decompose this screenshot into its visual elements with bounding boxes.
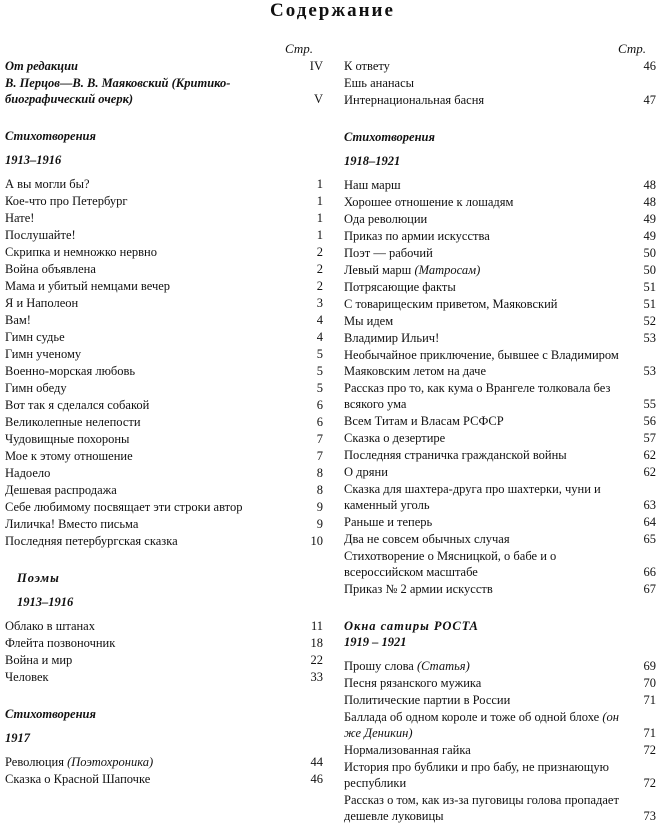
toc-entry-title: Я и Наполеон <box>5 296 79 310</box>
toc-entry-page: 46 <box>643 59 656 73</box>
toc-entry-page: 1 <box>316 194 323 208</box>
toc-entry-title: Поэт — рабочий <box>344 246 433 260</box>
page-column-label: Стр. <box>618 41 646 56</box>
toc-entry <box>5 771 327 787</box>
toc-entry <box>5 58 327 74</box>
toc-entry-title: Чудовищные похороны <box>5 432 130 446</box>
toc-entry <box>5 618 327 634</box>
toc-entry-page: 3 <box>316 296 323 310</box>
toc-entry-title: Наш марш <box>344 178 401 192</box>
toc-entry <box>5 261 327 277</box>
toc-entry-page: 53 <box>643 331 656 345</box>
toc-entry <box>5 533 327 549</box>
toc-entry-page: 18 <box>310 636 323 650</box>
toc-entry-page: 62 <box>643 448 656 462</box>
toc-entry-title: Последняя страничка гражданской войны <box>344 448 567 462</box>
toc-entry <box>344 531 660 547</box>
toc-entry <box>5 363 327 379</box>
toc-entry-page: 51 <box>643 280 656 294</box>
toc-entry <box>5 669 327 685</box>
toc-entry-title: К ответу <box>344 59 390 73</box>
toc-entry-title: Гимн ученому <box>5 347 82 361</box>
toc-entry-title: О дряни <box>344 465 388 479</box>
toc-entry-page: 66 <box>643 565 656 579</box>
toc-entry <box>344 262 660 278</box>
toc-entry-page: 57 <box>643 431 656 445</box>
toc-entry-title: А вы могли бы? <box>5 177 90 191</box>
toc-entry-page: 8 <box>316 483 323 497</box>
toc-entry <box>5 329 327 345</box>
toc-entry <box>344 742 660 758</box>
toc-entry-page: 72 <box>643 743 656 757</box>
toc-entry-page: 52 <box>643 314 656 328</box>
toc-entry <box>344 464 660 480</box>
toc-entry-title: Гимн обеду <box>5 381 67 395</box>
toc-entry <box>344 481 660 513</box>
toc-entry <box>5 414 327 430</box>
section-years: 1918–1921 <box>344 154 401 168</box>
toc-entry-page: 11 <box>310 619 323 633</box>
toc-entry <box>344 692 660 708</box>
toc-entry <box>5 652 327 668</box>
toc-entry <box>5 754 327 770</box>
toc-entry-title: Сказка о Красной Шапочке <box>5 772 151 786</box>
section-heading: Стихотворения <box>344 130 435 144</box>
toc-entry <box>5 499 327 515</box>
toc-entry-title: Стихотворение о Мясницкой, о бабе и о всероссийском масштабе <box>344 549 557 579</box>
toc-entry-title: Приказ № 2 армии искусств <box>344 582 493 596</box>
toc-entry-page: 8 <box>316 466 323 480</box>
toc-entry-page: 6 <box>316 398 323 412</box>
toc-entry <box>5 635 327 651</box>
toc-entry-page: 9 <box>316 517 323 531</box>
toc-entry-title: Надоело <box>5 466 51 480</box>
page-column-label: Стр. <box>285 41 313 56</box>
toc-entry-page: 63 <box>643 498 656 512</box>
toc-entry-title: Нормализованная гайка <box>344 743 471 757</box>
toc-entry-page: 67 <box>643 582 656 596</box>
toc-entry <box>5 176 327 192</box>
toc-entry <box>344 75 660 91</box>
toc-entry <box>5 397 327 413</box>
toc-entry <box>5 312 327 328</box>
toc-entry <box>5 516 327 532</box>
toc-entry <box>344 194 660 210</box>
toc-entry-title: Кое-что про Петербург <box>5 194 128 208</box>
toc-entry-title: Война и мир <box>5 653 73 667</box>
toc-entry-page: 64 <box>643 515 656 529</box>
toc-entry-title: Рассказ о том, как из-за пуговицы голова пропадает дешевле луковицы <box>344 793 619 823</box>
toc-entry-page: 4 <box>316 313 323 327</box>
toc-entry <box>5 193 327 209</box>
toc-entry-title: Флейта позвоночник <box>5 636 116 650</box>
toc-entry <box>5 210 327 226</box>
toc-entry <box>344 313 660 329</box>
section-heading: Окна сатиры РОСТА <box>344 619 479 633</box>
toc-entry-title: Всем Титам и Власам РСФСР <box>344 414 504 428</box>
toc-entry-title: Послушайте! <box>5 228 76 242</box>
toc-entry <box>344 548 660 580</box>
section-years: 1913–1916 <box>17 595 74 609</box>
toc-entry-subtitle: (Поэтохроника) <box>67 755 154 769</box>
toc-entry-subtitle: (Матросам) <box>414 263 481 277</box>
toc-entry-title: Интернациональная басня <box>344 93 485 107</box>
toc-entry <box>344 514 660 530</box>
toc-entry <box>344 177 660 193</box>
toc-entry <box>5 431 327 447</box>
toc-entry-page: 2 <box>316 245 323 259</box>
toc-entry-page: 55 <box>643 397 656 411</box>
toc-entry <box>5 346 327 362</box>
toc-entry-page: 9 <box>316 500 323 514</box>
toc-entry <box>344 792 660 824</box>
toc-entry-page: 56 <box>643 414 656 428</box>
toc-entry <box>344 211 660 227</box>
toc-entry-title: С товарищеским приветом, Маяковский <box>344 297 558 311</box>
section-heading: Стихотворения <box>5 129 96 143</box>
toc-entry-page: 5 <box>316 347 323 361</box>
toc-entry <box>344 58 660 74</box>
toc-entry-title: Ода революции <box>344 212 428 226</box>
toc-entry <box>344 675 660 691</box>
toc-entry <box>344 759 660 791</box>
toc-entry-title: Политические партии в России <box>344 693 511 707</box>
toc-entry-title: Два не совсем обычных случая <box>344 532 510 546</box>
toc-entry-page: 46 <box>310 772 323 786</box>
toc-entry <box>5 75 327 107</box>
toc-entry <box>344 413 660 429</box>
toc-entry <box>344 347 660 379</box>
toc-entry-title: Последняя петербургская сказка <box>5 534 178 548</box>
toc-entry-subtitle: (он же Деникин) <box>344 710 619 740</box>
toc-entry-title: Левый марш <box>344 263 412 277</box>
toc-entry-title: Мое к этому отношение <box>5 449 133 463</box>
toc-entry-page: 72 <box>643 776 656 790</box>
toc-entry <box>344 296 660 312</box>
toc-entry-page: 2 <box>316 279 323 293</box>
toc-entry <box>5 465 327 481</box>
toc-entry-title: История про бублики и про бабу, не признающую республики <box>344 760 609 790</box>
toc-entry-page: 69 <box>643 659 656 673</box>
toc-entry-page: 65 <box>643 532 656 546</box>
toc-entry-page: 1 <box>316 228 323 242</box>
toc-entry-title: Ешь ананасы <box>344 76 415 90</box>
toc-entry-title: От редакции <box>5 59 79 73</box>
toc-entry-page: 48 <box>643 178 656 192</box>
toc-entry <box>344 380 660 412</box>
toc-entry-title: Нате! <box>5 211 35 225</box>
toc-entry-page: IV <box>309 59 323 73</box>
toc-entry-title: Хорошее отношение к лошадям <box>344 195 514 209</box>
toc-entry-title: Себе любимому посвящает эти строки автор <box>5 500 243 514</box>
toc-entry-page: V <box>313 92 323 106</box>
toc-entry-title: Потрясающие факты <box>344 280 456 294</box>
section-years: 1913–1916 <box>5 153 62 167</box>
toc-entry-title: Война объявлена <box>5 262 96 276</box>
toc-entry <box>5 227 327 243</box>
toc-entry-page: 33 <box>310 670 323 684</box>
toc-entry-page: 1 <box>316 177 323 191</box>
toc-entry-title: Вот так я сделался собакой <box>5 398 150 412</box>
toc-entry-title: В. Перцов—В. В. Маяковский (Критико-биографический очерк) <box>5 76 231 106</box>
toc-entry-title: Военно-морская любовь <box>5 364 136 378</box>
toc-entry <box>344 279 660 295</box>
toc-entry-page: 1 <box>316 211 323 225</box>
toc-entry-title: Великолепные нелепости <box>5 415 141 429</box>
toc-entry-page: 4 <box>316 330 323 344</box>
section-heading: Стихотворения <box>5 707 96 721</box>
toc-entry-page: 5 <box>316 381 323 395</box>
toc-entry-page: 6 <box>316 415 323 429</box>
toc-entry-page: 49 <box>643 229 656 243</box>
toc-entry-page: 44 <box>310 755 323 769</box>
toc-entry-title: Лиличка! Вместо письма <box>5 517 139 531</box>
toc-entry-title: Необычайное приключение, бывшее с Владимиром Маяковским летом на даче <box>344 348 619 378</box>
section-years: 1919 – 1921 <box>344 635 407 649</box>
toc-entry <box>344 330 660 346</box>
toc-entry <box>344 709 660 741</box>
toc-entry-page: 22 <box>310 653 323 667</box>
toc-entry <box>344 228 660 244</box>
toc-entry <box>5 278 327 294</box>
toc-entry-title: Облако в штанах <box>5 619 95 633</box>
toc-entry <box>344 430 660 446</box>
section-heading: Поэмы <box>17 571 60 585</box>
toc-entry <box>344 92 660 108</box>
toc-entry <box>5 482 327 498</box>
toc-entry-title: Сказка о дезертире <box>344 431 446 445</box>
toc-entry <box>344 447 660 463</box>
toc-entry-title: Мы идем <box>344 314 394 328</box>
toc-entry-subtitle: (Статья) <box>416 659 470 673</box>
toc-entry-title: Революция <box>5 755 64 769</box>
toc-entry-page: 62 <box>643 465 656 479</box>
toc-entry <box>5 244 327 260</box>
toc-entry-page: 70 <box>643 676 656 690</box>
toc-entry-page: 53 <box>643 364 656 378</box>
toc-entry <box>5 380 327 396</box>
section-years: 1917 <box>5 731 30 745</box>
toc-entry-page: 71 <box>643 693 656 707</box>
toc-entry-page: 10 <box>310 534 323 548</box>
toc-entry-title: Скрипка и немножко нервно <box>5 245 157 259</box>
toc-entry-page: 73 <box>643 809 656 823</box>
toc-entry-page: 50 <box>643 246 656 260</box>
page-title: Содержание <box>270 0 395 21</box>
toc-entry <box>344 581 660 597</box>
toc-entry-title: Баллада об одном короле и тоже об одной блохе <box>344 710 600 724</box>
toc-left-column <box>5 40 327 788</box>
toc-entry-page: 47 <box>643 93 656 107</box>
toc-entry-page: 49 <box>643 212 656 226</box>
toc-entry-title: Гимн судье <box>5 330 65 344</box>
toc-entry-title: Владимир Ильич! <box>344 331 440 345</box>
toc-entry-title: Человек <box>5 670 49 684</box>
toc-entry-title: Вам! <box>5 313 31 327</box>
toc-entry <box>5 448 327 464</box>
toc-entry-page: 7 <box>316 432 323 446</box>
toc-entry-page: 71 <box>643 726 656 740</box>
toc-entry-title: Дешевая распродажа <box>5 483 117 497</box>
toc-entry <box>344 658 660 674</box>
toc-entry <box>344 245 660 261</box>
toc-entry-title: Сказка для шахтера-друга про шахтерки, чуни и каменный уголь <box>344 482 601 512</box>
toc-entry-title: Рассказ про то, как кума о Врангеле толковала без всякого ума <box>344 381 611 411</box>
toc-entry-page: 7 <box>316 449 323 463</box>
toc-entry-title: Песня рязанского мужика <box>344 676 482 690</box>
toc-entry-page: 48 <box>643 195 656 209</box>
toc-entry-title: Мама и убитый немцами вечер <box>5 279 171 293</box>
toc-entry-title: Прошу слова <box>344 659 414 673</box>
toc-entry-page: 50 <box>643 263 656 277</box>
toc-entry <box>5 295 327 311</box>
toc-entry-title: Приказ по армии искусства <box>344 229 490 243</box>
toc-entry-page: 5 <box>316 364 323 378</box>
toc-entry-title: Раньше и теперь <box>344 515 433 529</box>
toc-right-column <box>344 40 660 825</box>
toc-entry-page: 2 <box>316 262 323 276</box>
toc-entry-page: 51 <box>643 297 656 311</box>
